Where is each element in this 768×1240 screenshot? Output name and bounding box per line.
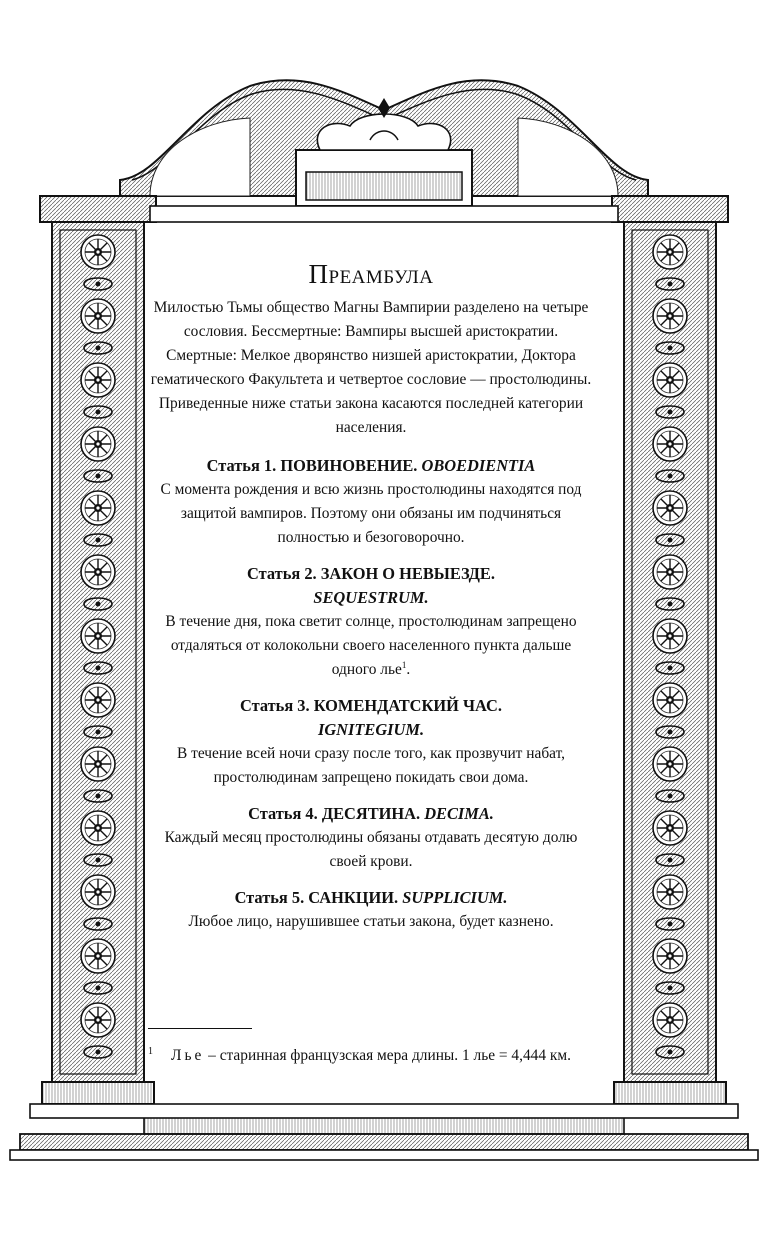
left-pillar (42, 222, 154, 1104)
pediment (40, 80, 728, 222)
article-latin-title: SUPPLICIUM. (402, 888, 508, 907)
article-heading (148, 454, 594, 478)
article-body: В течение всей ночи сразу после того, как прозвучит набат, простолюдинам запрещено покидать свои дома. (176, 745, 566, 786)
article-title: Статья 1. ПОВИНОВЕНИЕ. (206, 456, 418, 475)
footnote (148, 1040, 584, 1067)
article-title: Статья 2. ЗАКОН О НЕВЫЕЗДЕ. (247, 564, 495, 583)
article-1 (148, 454, 594, 550)
page-text (148, 258, 594, 934)
footnote-number: 1 (148, 1046, 153, 1057)
article-4 (148, 802, 594, 874)
preamble-text: Милостью Тьмы общество Магны Вампирии разделено на четыре сословия. Бессмертные: Вампиры высшей аристократии. Смертные: Мелкое дворянство низшей аристократии, Доктора гематического Факультета и четвертое сословие — простолюдины. Приведенные ниже статьи закона касаются последней категории населения. (150, 299, 592, 436)
article-latin-title: DECIMA. (424, 804, 494, 823)
article-title: Статья 3. КОМЕНДАТСКИЙ ЧАС. (239, 696, 502, 715)
article-latin-title: OBOEDIENTIA (421, 456, 536, 475)
page-title: Преамбула (308, 259, 434, 289)
article-body: С момента рождения и всю жизнь простолюдины находятся под защитой вампиров. Поэтому они обязаны им подчиняться полностью и безоговорочно. (160, 481, 582, 546)
article-title: Статья 5. САНКЦИИ. (234, 888, 399, 907)
article-body: Каждый месяц простолюдины обязаны отдавать десятую долю своей крови. (164, 829, 578, 870)
footnote-divider (148, 1028, 252, 1029)
footnote-mark[interactable]: 1 (401, 659, 407, 670)
base (10, 1104, 758, 1160)
article-body (148, 610, 594, 682)
article-heading (148, 802, 594, 826)
article-title: Статья 4. ДЕСЯТИНА. (248, 804, 421, 823)
right-pillar (614, 222, 726, 1104)
article-heading (148, 886, 594, 910)
article-body: Любое лицо, нарушившее статьи закона, будет казнено. (188, 913, 554, 930)
footnote-text: – старинная французская мера длины. 1 лье = 4,444 км. (204, 1047, 571, 1065)
article-heading (148, 562, 594, 610)
article-5 (148, 886, 594, 934)
article-latin-title: SEQUESTRUM. (313, 588, 429, 607)
article-3 (148, 694, 594, 790)
article-heading (148, 694, 594, 742)
article-2 (148, 562, 594, 682)
article-latin-title: IGNITEGIUM. (317, 720, 425, 739)
article-body-end: . (406, 661, 411, 678)
article-body-text: В течение дня, пока светит солнце, простолюдинам запрещено отдаляться от колокольни своего населенного пункта дальше одного лье (165, 613, 577, 678)
footnote-term: Лье (171, 1047, 205, 1065)
